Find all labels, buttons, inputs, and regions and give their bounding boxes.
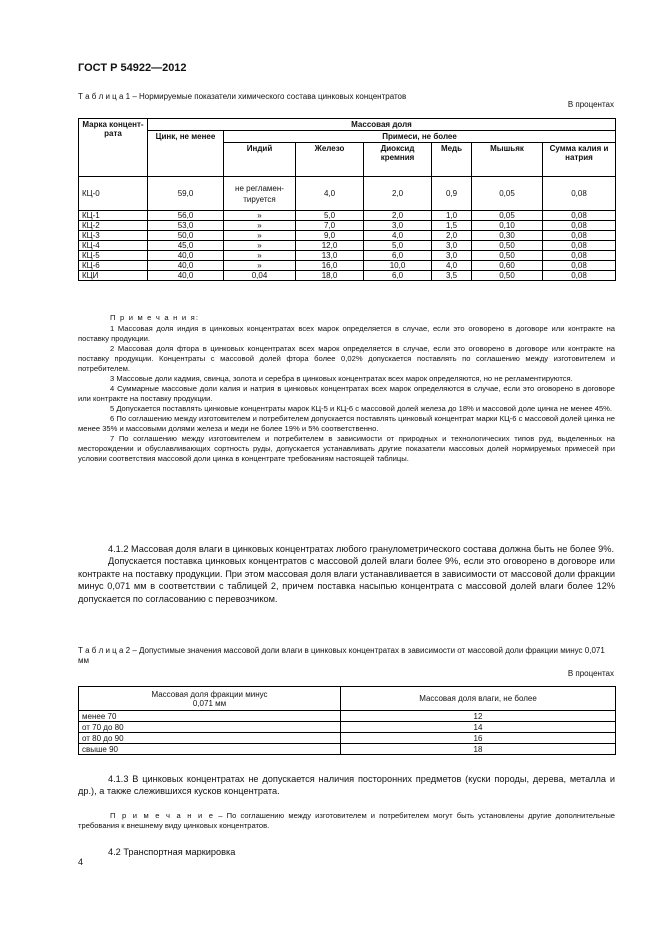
t1-cell: 2,0 [364, 177, 432, 211]
page-number: 4 [78, 857, 84, 867]
t2-cell: 14 [341, 722, 616, 733]
t1-cell: КЦ-4 [79, 241, 148, 251]
table-row [79, 231, 616, 241]
t1-cell: » [224, 241, 296, 251]
note-item: 2 Массовая доля фтора в цинковых концентратах всех марок определяется в случае, если это оговорено в договоре или контракте на поставку продукции. Концентраты с массовой долей фтора более 0,02% допускается поставлять по соглашению между изготовителем и потребителем. [78, 344, 615, 373]
t1-cell: » [224, 251, 296, 261]
note-item: 6 По соглашению между изготовителем и потребителем допускается поставлять цинковый концентрат марки КЦ-6 с массовой долей цинка не менее 35% и массовыми долями железа и меди не более 19% и 5% соответственно. [78, 414, 615, 433]
t2-head-fraction: Массовая доля фракции минус 0,071 мм [79, 687, 341, 711]
t1-cell: 1,5 [432, 221, 472, 231]
t1-cell: 2,0 [432, 231, 472, 241]
note-item: 5 Допускается поставлять цинковые концентраты марок КЦ-5 и КЦ-6 с массовой долей железа до 18% и массовой доле цинка не менее 45%. [110, 404, 613, 413]
t1-cell: 1,0 [432, 211, 472, 221]
table1-caption: Т а б л и ц а 1 – Нормируемые показатели химического состава цинковых концентратов [78, 92, 407, 101]
t1-cell: 0,04 [224, 271, 296, 281]
t1-cell: 50,0 [148, 231, 224, 241]
table-row [79, 177, 616, 211]
t1-cell: 6,0 [364, 251, 432, 261]
t1-cell: КЦИ [79, 271, 148, 281]
t1-cell: 0,08 [543, 211, 616, 221]
t1-cell: КЦ-3 [79, 231, 148, 241]
t1-cell: 0,30 [472, 231, 543, 241]
t1-cell: 5,0 [364, 241, 432, 251]
t2-cell: от 80 до 90 [79, 733, 341, 744]
t1-head-grade: Марка концент-рата [79, 119, 148, 177]
table1-units: В процентах [567, 100, 614, 109]
note-item: 3 Массовые доли кадмия, свинца, золота и серебра в цинковых концентратах всех марок определяются, но не регламентируются. [110, 374, 573, 383]
table-row [79, 261, 616, 271]
t1-head-impurities: Примеси, не более [224, 131, 616, 143]
note-text: – По соглашению между изготовителем и потребителем могут быть установлены другие дополнительные требования к внешнему виду цинковых концентратов. [78, 811, 615, 830]
t2-head-moisture: Массовая доля влаги, не более [341, 687, 616, 711]
t1-cell: 7,0 [296, 221, 364, 231]
t1-cell: 40,0 [148, 271, 224, 281]
note-label: П р и м е ч а н и е [110, 811, 215, 820]
t1-cell: 0,08 [543, 261, 616, 271]
t1-cell: 0,08 [543, 177, 616, 211]
t1-cell: 0,50 [472, 251, 543, 261]
t1-cell: » [224, 211, 296, 221]
table-row [79, 221, 616, 231]
paragraph: 4.1.2 Массовая доля влаги в цинковых концентратах любого гранулометрического состава должна быть не более 9%. [108, 544, 614, 554]
t1-cell: » [224, 231, 296, 241]
t1-cell: 0,08 [543, 221, 616, 231]
t1-cell: КЦ-1 [79, 211, 148, 221]
t1-head-iron: Железо [296, 143, 364, 177]
section-heading: 4.2 Транспортная маркировка [108, 847, 236, 857]
t1-cell: 9,0 [296, 231, 364, 241]
t1-cell: 40,0 [148, 261, 224, 271]
table2-units: В процентах [567, 669, 614, 678]
table-row [79, 271, 616, 281]
note-item: 1 Массовая доля индия в цинковых концентратах всех марок определяется в случае, если это оговорено в договоре или контракте на поставку продукции. [78, 324, 615, 343]
t1-cell: 18,0 [296, 271, 364, 281]
t1-cell: КЦ-5 [79, 251, 148, 261]
t2-cell: менее 70 [79, 711, 341, 722]
t1-cell: 0,05 [472, 211, 543, 221]
t1-cell: » [224, 261, 296, 271]
t1-cell: 3,5 [432, 271, 472, 281]
t1-cell: 0,50 [472, 241, 543, 251]
t1-head-mass: Массовая доля [148, 119, 616, 131]
t1-head-zinc: Цинк, не менее [148, 131, 224, 177]
t1-cell: 53,0 [148, 221, 224, 231]
t1-cell: 0,50 [472, 271, 543, 281]
t1-cell: 2,0 [364, 211, 432, 221]
t1-cell: 10,0 [364, 261, 432, 271]
t1-head-silica: Диоксид кремния [364, 143, 432, 177]
table-row [79, 241, 616, 251]
table-row [79, 744, 616, 755]
t1-cell: 45,0 [148, 241, 224, 251]
t1-cell: 0,08 [543, 231, 616, 241]
table2-caption: Т а б л и ц а 2 – Допустимые значения массовой доли влаги в цинковых концентратах в зависимости от массовой доли фракции минус 0,071 мм [78, 646, 605, 665]
table-row [79, 211, 616, 221]
table2 [78, 686, 616, 755]
t2-cell: от 70 до 80 [79, 722, 341, 733]
t1-cell: 4,0 [432, 261, 472, 271]
t1-cell: 0,60 [472, 261, 543, 271]
paragraph: 4.1.3 В цинковых концентратах не допускается наличия посторонних предметов (куски породы, дерева, металла и др.), а также слежившихся кусков концентрата. [78, 774, 615, 797]
table-row [79, 251, 616, 261]
t1-cell: 16,0 [296, 261, 364, 271]
t1-head-arsenic: Мышьяк [472, 143, 543, 177]
table1-notes [78, 313, 615, 464]
table-row [79, 711, 616, 722]
t2-cell: свыше 90 [79, 744, 341, 755]
t1-cell: 40,0 [148, 251, 224, 261]
section-4-2 [78, 846, 615, 858]
t1-cell: 56,0 [148, 211, 224, 221]
t1-cell: 4,0 [364, 231, 432, 241]
t1-cell: » [224, 221, 296, 231]
t1-cell: 13,0 [296, 251, 364, 261]
table-row [79, 722, 616, 733]
t2-cell: 16 [341, 733, 616, 744]
note-4-1-3 [78, 811, 615, 831]
document-header: ГОСТ Р 54922—2012 [78, 62, 187, 74]
t1-cell: 3,0 [432, 251, 472, 261]
t1-head-indium: Индий [224, 143, 296, 177]
t1-cell: 12,0 [296, 241, 364, 251]
t1-cell: 0,08 [543, 241, 616, 251]
t1-cell: 0,08 [543, 251, 616, 261]
table-row [79, 733, 616, 744]
t1-cell: 0,08 [543, 271, 616, 281]
t2-cell: 18 [341, 744, 616, 755]
t1-cell: 6,0 [364, 271, 432, 281]
t1-cell: 59,0 [148, 177, 224, 211]
t1-head-copper: Медь [432, 143, 472, 177]
paragraph: Допускается поставка цинковых концентратов с массовой долей влаги более 9%, если это оговорено в договоре или контракте на поставку продукции. При этом массовая доля влаги устанавливается в зависимости от массовой доли фракции минус 0,071 мм в соответствии с таблицей 2, причем поставка насыпью концентрата с массовой долей влаги более 12% допускается по согласованию с перевозчиком. [78, 556, 615, 604]
t2-cell: 12 [341, 711, 616, 722]
t1-head-kna: Сумма калия и натрия [543, 143, 616, 177]
t1-cell: 3,0 [364, 221, 432, 231]
table1 [78, 118, 616, 281]
t1-cell: КЦ-0 [79, 177, 148, 211]
t1-cell: не регламен-тируется [224, 177, 296, 211]
notes-title: П р и м е ч а н и я: [110, 313, 200, 322]
t1-cell: 3,0 [432, 241, 472, 251]
t1-cell: 4,0 [296, 177, 364, 211]
t1-cell: 0,9 [432, 177, 472, 211]
t1-cell: КЦ-6 [79, 261, 148, 271]
note-item: 4 Суммарные массовые доли калия и натрия в цинковых концентратах всех марок определяются в случае, если это оговорено в договоре или контракте на поставку продукции. [78, 384, 615, 403]
t1-cell: КЦ-2 [79, 221, 148, 231]
t1-cell: 5,0 [296, 211, 364, 221]
section-4-1-2 [78, 543, 615, 605]
note-item: 7 По соглашению между изготовителем и потребителем в зависимости от природных и технологических типов руд, выделенных на месторождении и обуславливающих сортность руды, допускается устанавливать другие показатели массовых долей нормируемых примесей при условии соответствия массовой доли цинка в концентрате требованиям настоящей таблицы. [78, 434, 615, 463]
t1-cell: 0,10 [472, 221, 543, 231]
section-4-1-3 [78, 773, 615, 798]
t1-cell: 0,05 [472, 177, 543, 211]
